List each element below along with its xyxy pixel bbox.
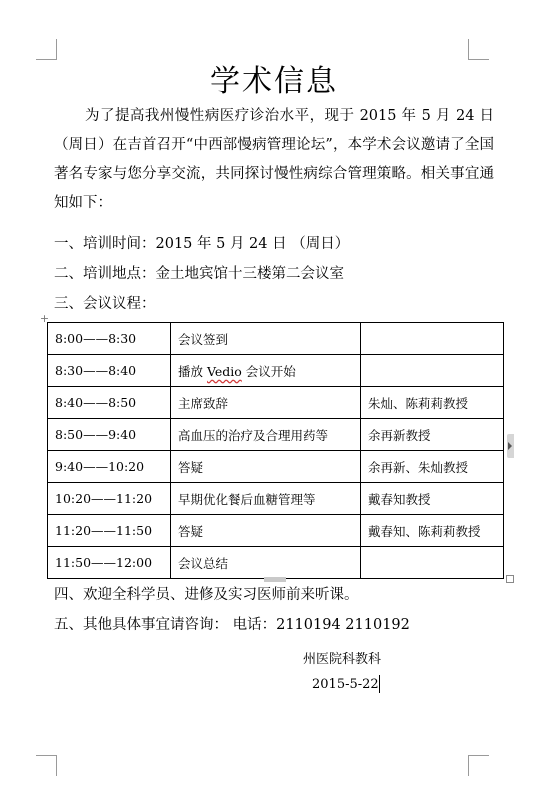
topic-cell[interactable]: 会议签到 xyxy=(171,323,361,355)
topic-cell[interactable] xyxy=(171,355,361,387)
intro-paragraph[interactable]: 为了提高我州慢性病医疗诊治水平，现于 2015 年 5 月 24 日（周日）在吉首召开“中西部慢病管理论坛”，本学术会议邀请了全国著名专家与您分享交流，共同探讨慢性病综合管理策略。相关事宜通知如下： xyxy=(54,108,494,211)
table-resize-handle[interactable] xyxy=(506,575,514,583)
item-agenda-heading[interactable]: 三、会议议程： xyxy=(54,296,156,312)
document-title[interactable]: 学术信息 xyxy=(210,64,338,99)
time-cell[interactable]: 8:00——8:30 xyxy=(48,323,171,355)
topic-cell[interactable]: 答疑 xyxy=(171,451,361,483)
table-row xyxy=(48,355,504,387)
speaker-cell[interactable] xyxy=(361,547,504,579)
topic-suffix: 会议开始 xyxy=(241,363,296,379)
signature-organization[interactable]: 州医院科教科 xyxy=(303,652,382,667)
topic-prefix: 播放 xyxy=(178,363,207,379)
speaker-cell[interactable]: 戴春知、陈莉莉教授 xyxy=(361,515,504,547)
time-cell[interactable]: 11:20——11:50 xyxy=(48,515,171,547)
topic-cell[interactable]: 会议总结 xyxy=(171,547,361,579)
table-row xyxy=(48,483,504,515)
item-contact[interactable]: 五、其他具体事宜请咨询： 电话：2110194 2110192 xyxy=(54,617,410,633)
topic-cell[interactable]: 主席致辞 xyxy=(171,387,361,419)
table-row xyxy=(48,419,504,451)
table-row xyxy=(48,387,504,419)
speaker-cell[interactable]: 余再新、朱灿教授 xyxy=(361,451,504,483)
time-cell[interactable]: 8:30——8:40 xyxy=(48,355,171,387)
page-corner-mark-bottom-left xyxy=(36,755,57,776)
speaker-cell[interactable] xyxy=(361,355,504,387)
topic-cell[interactable]: 早期优化餐后血糖管理等 xyxy=(171,483,361,515)
time-cell[interactable]: 8:50——9:40 xyxy=(48,419,171,451)
signature-date[interactable]: 2015-5-22 xyxy=(312,677,379,692)
speaker-cell[interactable]: 余再新教授 xyxy=(361,419,504,451)
text-cursor xyxy=(379,675,380,693)
topic-cell[interactable]: 高血压的治疗及合理用药等 xyxy=(171,419,361,451)
spellcheck-flagged-word[interactable]: Vedio xyxy=(206,363,242,379)
time-cell[interactable]: 9:40——10:20 xyxy=(48,451,171,483)
topic-cell[interactable]: 答疑 xyxy=(171,515,361,547)
speaker-cell[interactable] xyxy=(361,323,504,355)
table-row-insert-marker[interactable] xyxy=(264,577,286,582)
item-training-time[interactable]: 一、培训时间：2015 年 5 月 24 日 （周日） xyxy=(54,236,350,252)
item-welcome[interactable]: 四、欢迎全科学员、进修及实习医师前来听课。 xyxy=(54,587,359,603)
table-move-handle-icon[interactable]: + xyxy=(39,312,50,325)
time-cell[interactable]: 10:20——11:20 xyxy=(48,483,171,515)
table-row xyxy=(48,323,504,355)
speaker-cell[interactable]: 朱灿、陈莉莉教授 xyxy=(361,387,504,419)
side-panel-toggle-icon[interactable] xyxy=(507,434,514,458)
table-row xyxy=(48,515,504,547)
page-corner-mark-bottom-right xyxy=(468,755,489,776)
item-training-location[interactable]: 二、培训地点：金土地宾馆十三楼第二会议室 xyxy=(54,266,344,282)
time-cell[interactable]: 8:40——8:50 xyxy=(48,387,171,419)
table-row xyxy=(48,451,504,483)
agenda-table xyxy=(47,322,504,579)
time-cell[interactable]: 11:50——12:00 xyxy=(48,547,171,579)
table-row xyxy=(48,547,504,579)
speaker-cell[interactable]: 戴春知教授 xyxy=(361,483,504,515)
